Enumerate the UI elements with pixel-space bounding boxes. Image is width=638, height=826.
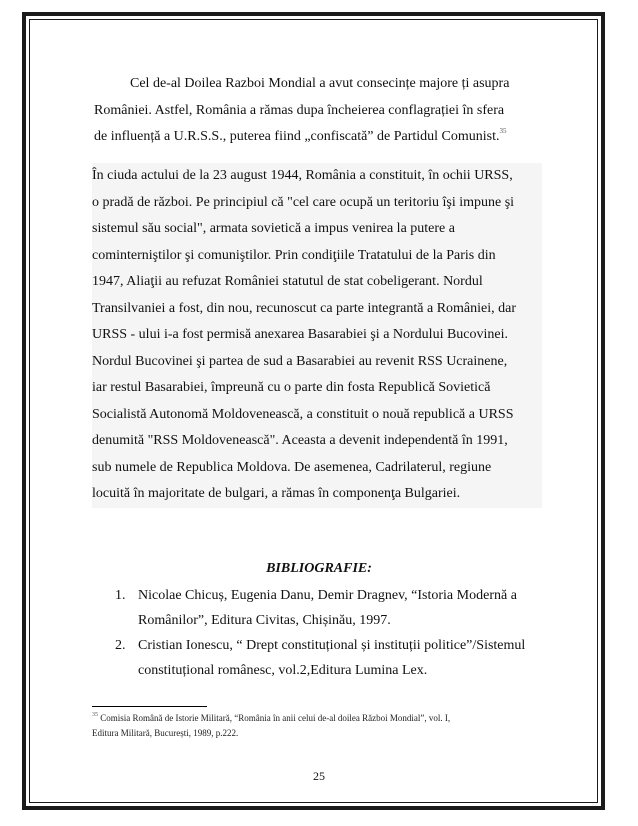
bibliography-item-text — [138, 633, 525, 683]
bibliography-item — [115, 583, 555, 633]
footnote-line: Editura Militară, București, 1989, p.222. — [92, 728, 239, 738]
paragraph-2-line: cominterniştilor şi comuniştilor. Prin condiţiile Tratatului de la Paris din — [92, 247, 496, 263]
footnote-line — [92, 711, 552, 726]
paragraph-2-line: o pradă de război. Pe principiul că "cel care ocupă un teritoriu îşi impune şi — [92, 194, 515, 210]
paragraph-2 — [92, 163, 542, 508]
paragraph-2-line: denumită "RSS Moldovenească". Aceasta a devenit independentă în 1991, — [92, 433, 508, 448]
paragraph-2-line: sistemul său social", armata sovietică a impus venirea la putere a — [92, 221, 455, 236]
paragraph-2-line: Socialistă Autonomă Moldovenească, a constituit o nouă republică a URSS — [92, 406, 514, 422]
bibliography-line: Românilor”, Editura Civitas, Chișinău, 1997. — [138, 613, 391, 628]
paragraph-2-line: sub numele de Republica Moldova. De asemenea, Cadrilaterul, regiune — [92, 459, 492, 475]
paragraph-1-line: Cel de-al Doilea Razboi Mondial a avut consecințe majore ți asupra — [130, 76, 510, 91]
paragraph-2-line: Transilvaniei a fost, din nou, recunoscut ca parte integrantă a României, dar — [92, 300, 517, 316]
bibliography-item-number: 2. — [115, 638, 126, 653]
paragraph-2-line: Nordul Bucovinei şi partea de sud a Basarabiei au revenit RSS Ucrainene, — [92, 353, 508, 369]
bibliography-line: Cristian Ionescu, “ Drept constituțional și instituții politice”/Sistemul — [138, 638, 526, 653]
paragraph-1-line: României. Astfel, România a rămas dupa încheierea conflagrației în sfera — [94, 102, 505, 118]
bibliography-line: constituțional românesc, vol.2,Editura Lumina Lex. — [138, 663, 428, 678]
bibliography-list — [115, 583, 555, 683]
footnote-number: 35 — [92, 712, 98, 718]
bibliography-line: Nicolae Chicuș, Eugenia Danu, Demir Dragnev, “Istoria Modernă a — [138, 588, 517, 603]
paragraph-2-line: locuită în majoritate de bulgari, a rămas în componenţa Bulgariei. — [92, 486, 461, 501]
footnote-reference[interactable]: 35 — [499, 127, 507, 135]
paragraph-1 — [94, 71, 544, 151]
paragraph-1-line-last — [94, 124, 544, 151]
paragraph-2-line: 1947, Aliaţii au refuzat României statutul de stat cobeligerant. Nordul — [92, 274, 483, 289]
footnote-separator — [92, 706, 207, 707]
bibliography-item-text — [138, 583, 517, 633]
paragraph-1-line-text: de influență a U.R.S.S., puterea fiind „confiscată” de Partidul Comunist. — [94, 129, 500, 144]
paragraph-2-line: În ciuda actului de la 23 august 1944, România a constituit, în ochii URSS, — [92, 168, 513, 183]
bibliography-item-number: 1. — [115, 588, 126, 603]
footnote — [92, 711, 552, 741]
bibliography-item — [115, 633, 555, 683]
paragraph-2-line: URSS - ului i-a fost permisă anexarea Basarabiei şi a Nordului Bucovinei. — [92, 327, 509, 342]
paragraph-2-line: iar restul Basarabiei, împreună cu o parte din fosta Republică Sovietică — [92, 380, 491, 395]
footnote-line-text: Comisia Română de Istorie Militară, “România în anii celui de-al doilea Război Mondial”, vol. I, — [98, 713, 451, 723]
bibliography-title: BIBLIOGRAFIE: — [266, 561, 372, 576]
page-number: 25 — [313, 769, 325, 783]
